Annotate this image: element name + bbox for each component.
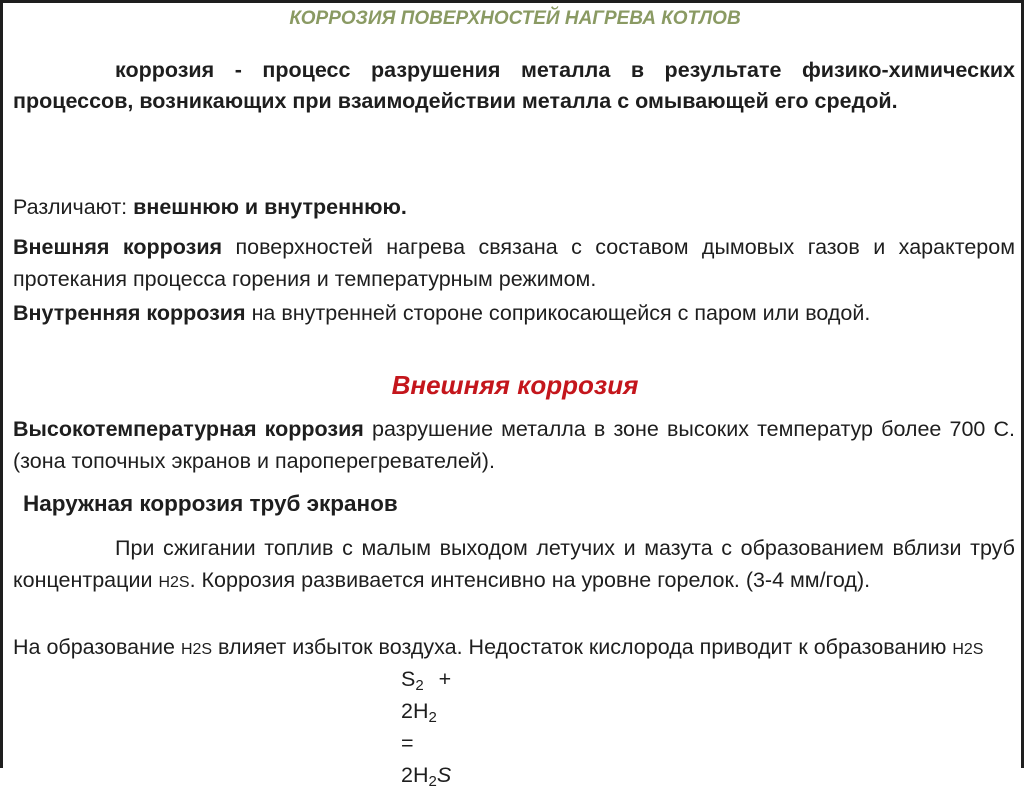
high-temp-paragraph bbox=[13, 413, 1015, 477]
definition-text: процесс разрушения металла в результате физико-химических процессов, возникающих при взаимодействии металла с омывающей его средой. bbox=[13, 58, 1015, 113]
high-temp-text: разрушение металла в зоне высоких температур более 700 С. (зона топочных экранов и пароперегревателей). bbox=[13, 417, 1015, 473]
para1-text-b: . Коррозия развивается интенсивно на уровне горелок. (3-4 мм/год). bbox=[189, 568, 871, 592]
h2s-formula: H2S bbox=[158, 574, 190, 591]
external-term: Внешняя коррозия bbox=[13, 235, 223, 259]
internal-paragraph bbox=[13, 297, 1015, 329]
chemical-equation: $S_2 + 2H_2 = 2H_2S$ bbox=[401, 667, 452, 790]
distinguish-paragraph bbox=[13, 191, 1015, 223]
para2-text-a: На образование bbox=[13, 635, 181, 659]
subheading: Наружная коррозия труб экранов bbox=[23, 491, 398, 516]
external-corrosion-heading: Внешняя коррозия bbox=[391, 370, 639, 400]
external-text: поверхностей нагрева связана с составом дымовых газов и характером протекания процесса горения и температурным режимом. bbox=[13, 235, 1015, 291]
high-temp-term: Высокотемпературная коррозия bbox=[13, 417, 364, 441]
internal-text: на внутренней стороне соприкосающейся с паром или водой. bbox=[251, 301, 871, 325]
definition-paragraph bbox=[13, 55, 1015, 117]
para1-text-a: При сжигании топлив с малым выходом летучих и мазута с образованием вблизи труб концентрации bbox=[13, 536, 1015, 592]
external-paragraph bbox=[13, 231, 1015, 295]
distinguish-value: внешнюю и внутреннюю. bbox=[133, 195, 407, 219]
h2s-formation-paragraph bbox=[13, 631, 1015, 695]
screen-tubes-paragraph bbox=[13, 532, 1015, 599]
internal-term: Внутренняя коррозия bbox=[13, 301, 246, 325]
definition-term: коррозия - bbox=[115, 58, 242, 82]
h2s-formula: H2S bbox=[180, 641, 213, 658]
distinguish-label: Различают: bbox=[13, 195, 128, 219]
h2s-formula: H2S bbox=[952, 641, 984, 658]
para2-text-b: влияет избыток воздуха. Недостаток кислорода приводит к образованию bbox=[212, 635, 953, 659]
slide-title: КОРРОЗИЯ ПОВЕРХНОСТЕЙ НАГРЕВА КОТЛОВ bbox=[289, 8, 741, 29]
